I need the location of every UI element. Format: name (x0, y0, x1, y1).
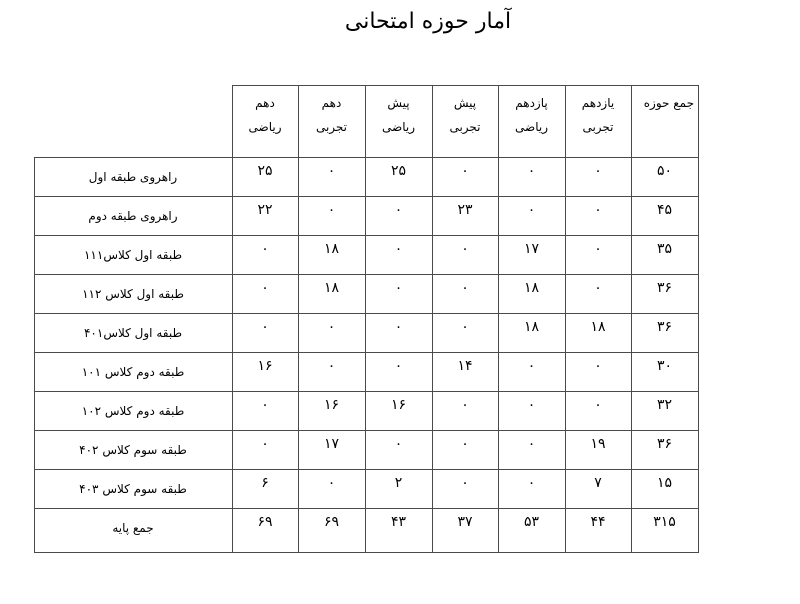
value-cell: ۱۴ (457, 358, 473, 374)
column-header (565, 85, 631, 157)
value-cell: ۰ (394, 280, 403, 296)
value-cell: ۴۳ (390, 514, 407, 530)
value-cell: ۰ (394, 319, 403, 335)
value-cell: ۰ (594, 202, 602, 218)
value-cell: ۰ (594, 280, 602, 296)
value-cell: ۰ (461, 397, 469, 413)
total-row-label: جمع پایه (112, 521, 154, 535)
column-header (498, 85, 565, 157)
value-cell: ۱۶ (257, 358, 273, 374)
value-cell: ۵۳ (523, 514, 540, 530)
column-header-line2: ریاضی (515, 120, 548, 134)
row-label: راهروی طبقه دوم (88, 209, 178, 223)
column-header-line2: ریاضی (382, 120, 415, 134)
value-cell: ۰ (261, 319, 269, 335)
row-label: طبقه اول کلاس ۱۱۲ (82, 287, 184, 301)
value-cell: ۰ (327, 475, 336, 491)
column-header-line1: دهم (321, 96, 342, 110)
column-header-line1: پازدهم (515, 96, 548, 110)
row-label: طبقه اول کلاس۴۰۱ (83, 326, 183, 340)
value-cell: ۰ (527, 397, 536, 413)
row-label: طبقه دوم کلاس ۱۰۲ (81, 404, 185, 418)
value-cell: ۲ (394, 475, 403, 491)
value-cell: ۰ (327, 319, 336, 335)
value-cell: ۰ (461, 436, 469, 452)
value-cell: ۰ (327, 202, 336, 218)
column-header (298, 85, 365, 157)
value-cell: ۱۶ (390, 397, 407, 413)
column-header-line1: یازدهم (581, 96, 615, 110)
column-header-line1: جمع حوزه (643, 96, 694, 110)
value-cell: ۰ (261, 436, 269, 452)
column-header (631, 85, 698, 157)
value-cell: ۱۷ (323, 436, 340, 452)
value-cell: ۰ (527, 163, 536, 179)
value-cell: ۱۸ (523, 280, 540, 296)
value-cell: ۰ (394, 241, 403, 257)
row-label: طبقه سوم کلاس ۴۰۲ (79, 443, 187, 457)
table-grid-line (34, 552, 699, 553)
value-cell: ۰ (394, 358, 403, 374)
value-cell: ۰ (394, 202, 403, 218)
column-header (232, 85, 298, 157)
total-value-cell: ۳۶ (656, 319, 673, 335)
row-label: طبقه دوم کلاس ۱۰۱ (81, 365, 185, 379)
value-cell: ۰ (394, 436, 403, 452)
value-cell: ۰ (261, 280, 269, 296)
value-cell: ۱۶ (323, 397, 340, 413)
total-value-cell: ۳۶ (656, 280, 673, 296)
value-cell: ۰ (461, 475, 469, 491)
value-cell: ۰ (327, 358, 336, 374)
total-value-cell: ۳۲ (656, 397, 673, 413)
value-cell: ۰ (594, 358, 602, 374)
total-value-cell: ۵۰ (656, 163, 673, 179)
value-cell: ۰ (527, 202, 536, 218)
value-cell: ۱۷ (523, 241, 540, 257)
value-cell: ۰ (461, 163, 469, 179)
value-cell: ۰ (461, 241, 469, 257)
value-cell: ۷ (594, 475, 602, 491)
total-value-cell: ۳۱۵ (653, 514, 676, 530)
value-cell: ۱۸ (590, 319, 606, 335)
value-cell: ۲۵ (390, 163, 407, 179)
value-cell: ۰ (327, 163, 336, 179)
column-header-line1: پیش (453, 96, 477, 110)
total-value-cell: ۳۵ (656, 241, 673, 257)
column-header-line1: پیش (387, 96, 410, 110)
value-cell: ۰ (261, 397, 269, 413)
column-header-line2: ریاضی (248, 120, 282, 134)
row-label: طبقه اول کلاس۱۱۱ (83, 248, 183, 262)
value-cell: ۰ (527, 475, 536, 491)
column-header (432, 85, 498, 157)
value-cell: ۰ (594, 241, 602, 257)
column-header-line2: تجربی (449, 120, 481, 134)
value-cell: ۶۹ (323, 514, 340, 530)
page-title: آمار حوزه امتحانی (344, 9, 512, 34)
column-header-line2: تجربی (315, 120, 348, 134)
column-header (365, 85, 432, 157)
total-value-cell: ۳۰ (656, 358, 673, 374)
value-cell: ۰ (527, 358, 536, 374)
value-cell: ۰ (461, 319, 469, 335)
total-value-cell: ۱۵ (656, 475, 673, 491)
value-cell: ۲۵ (257, 163, 273, 179)
value-cell: ۰ (261, 241, 269, 257)
value-cell: ۰ (461, 280, 469, 296)
row-label: طبقه سوم کلاس ۴۰۳ (79, 482, 187, 496)
value-cell: ۶۹ (257, 514, 273, 530)
value-cell: ۳۷ (457, 514, 473, 530)
value-cell: ۱۸ (323, 241, 340, 257)
value-cell: ۰ (527, 436, 536, 452)
row-label: راهروی طبقه اول (88, 170, 178, 184)
total-value-cell: ۴۵ (656, 202, 673, 218)
value-cell: ۰ (594, 397, 602, 413)
value-cell: ۱۹ (590, 436, 606, 452)
total-value-cell: ۳۶ (656, 436, 673, 452)
value-cell: ۲۳ (457, 202, 473, 218)
value-cell: ۰ (594, 163, 602, 179)
exam-stats-table (34, 85, 698, 552)
value-cell: ۶ (261, 475, 269, 491)
column-header-line1: دهم (255, 96, 275, 110)
value-cell: ۱۸ (523, 319, 540, 335)
table-grid-line (698, 85, 699, 553)
value-cell: ۲۲ (257, 202, 273, 218)
value-cell: ۱۸ (323, 280, 340, 296)
column-header-line2: تجربی (582, 120, 614, 134)
value-cell: ۴۴ (590, 514, 606, 530)
